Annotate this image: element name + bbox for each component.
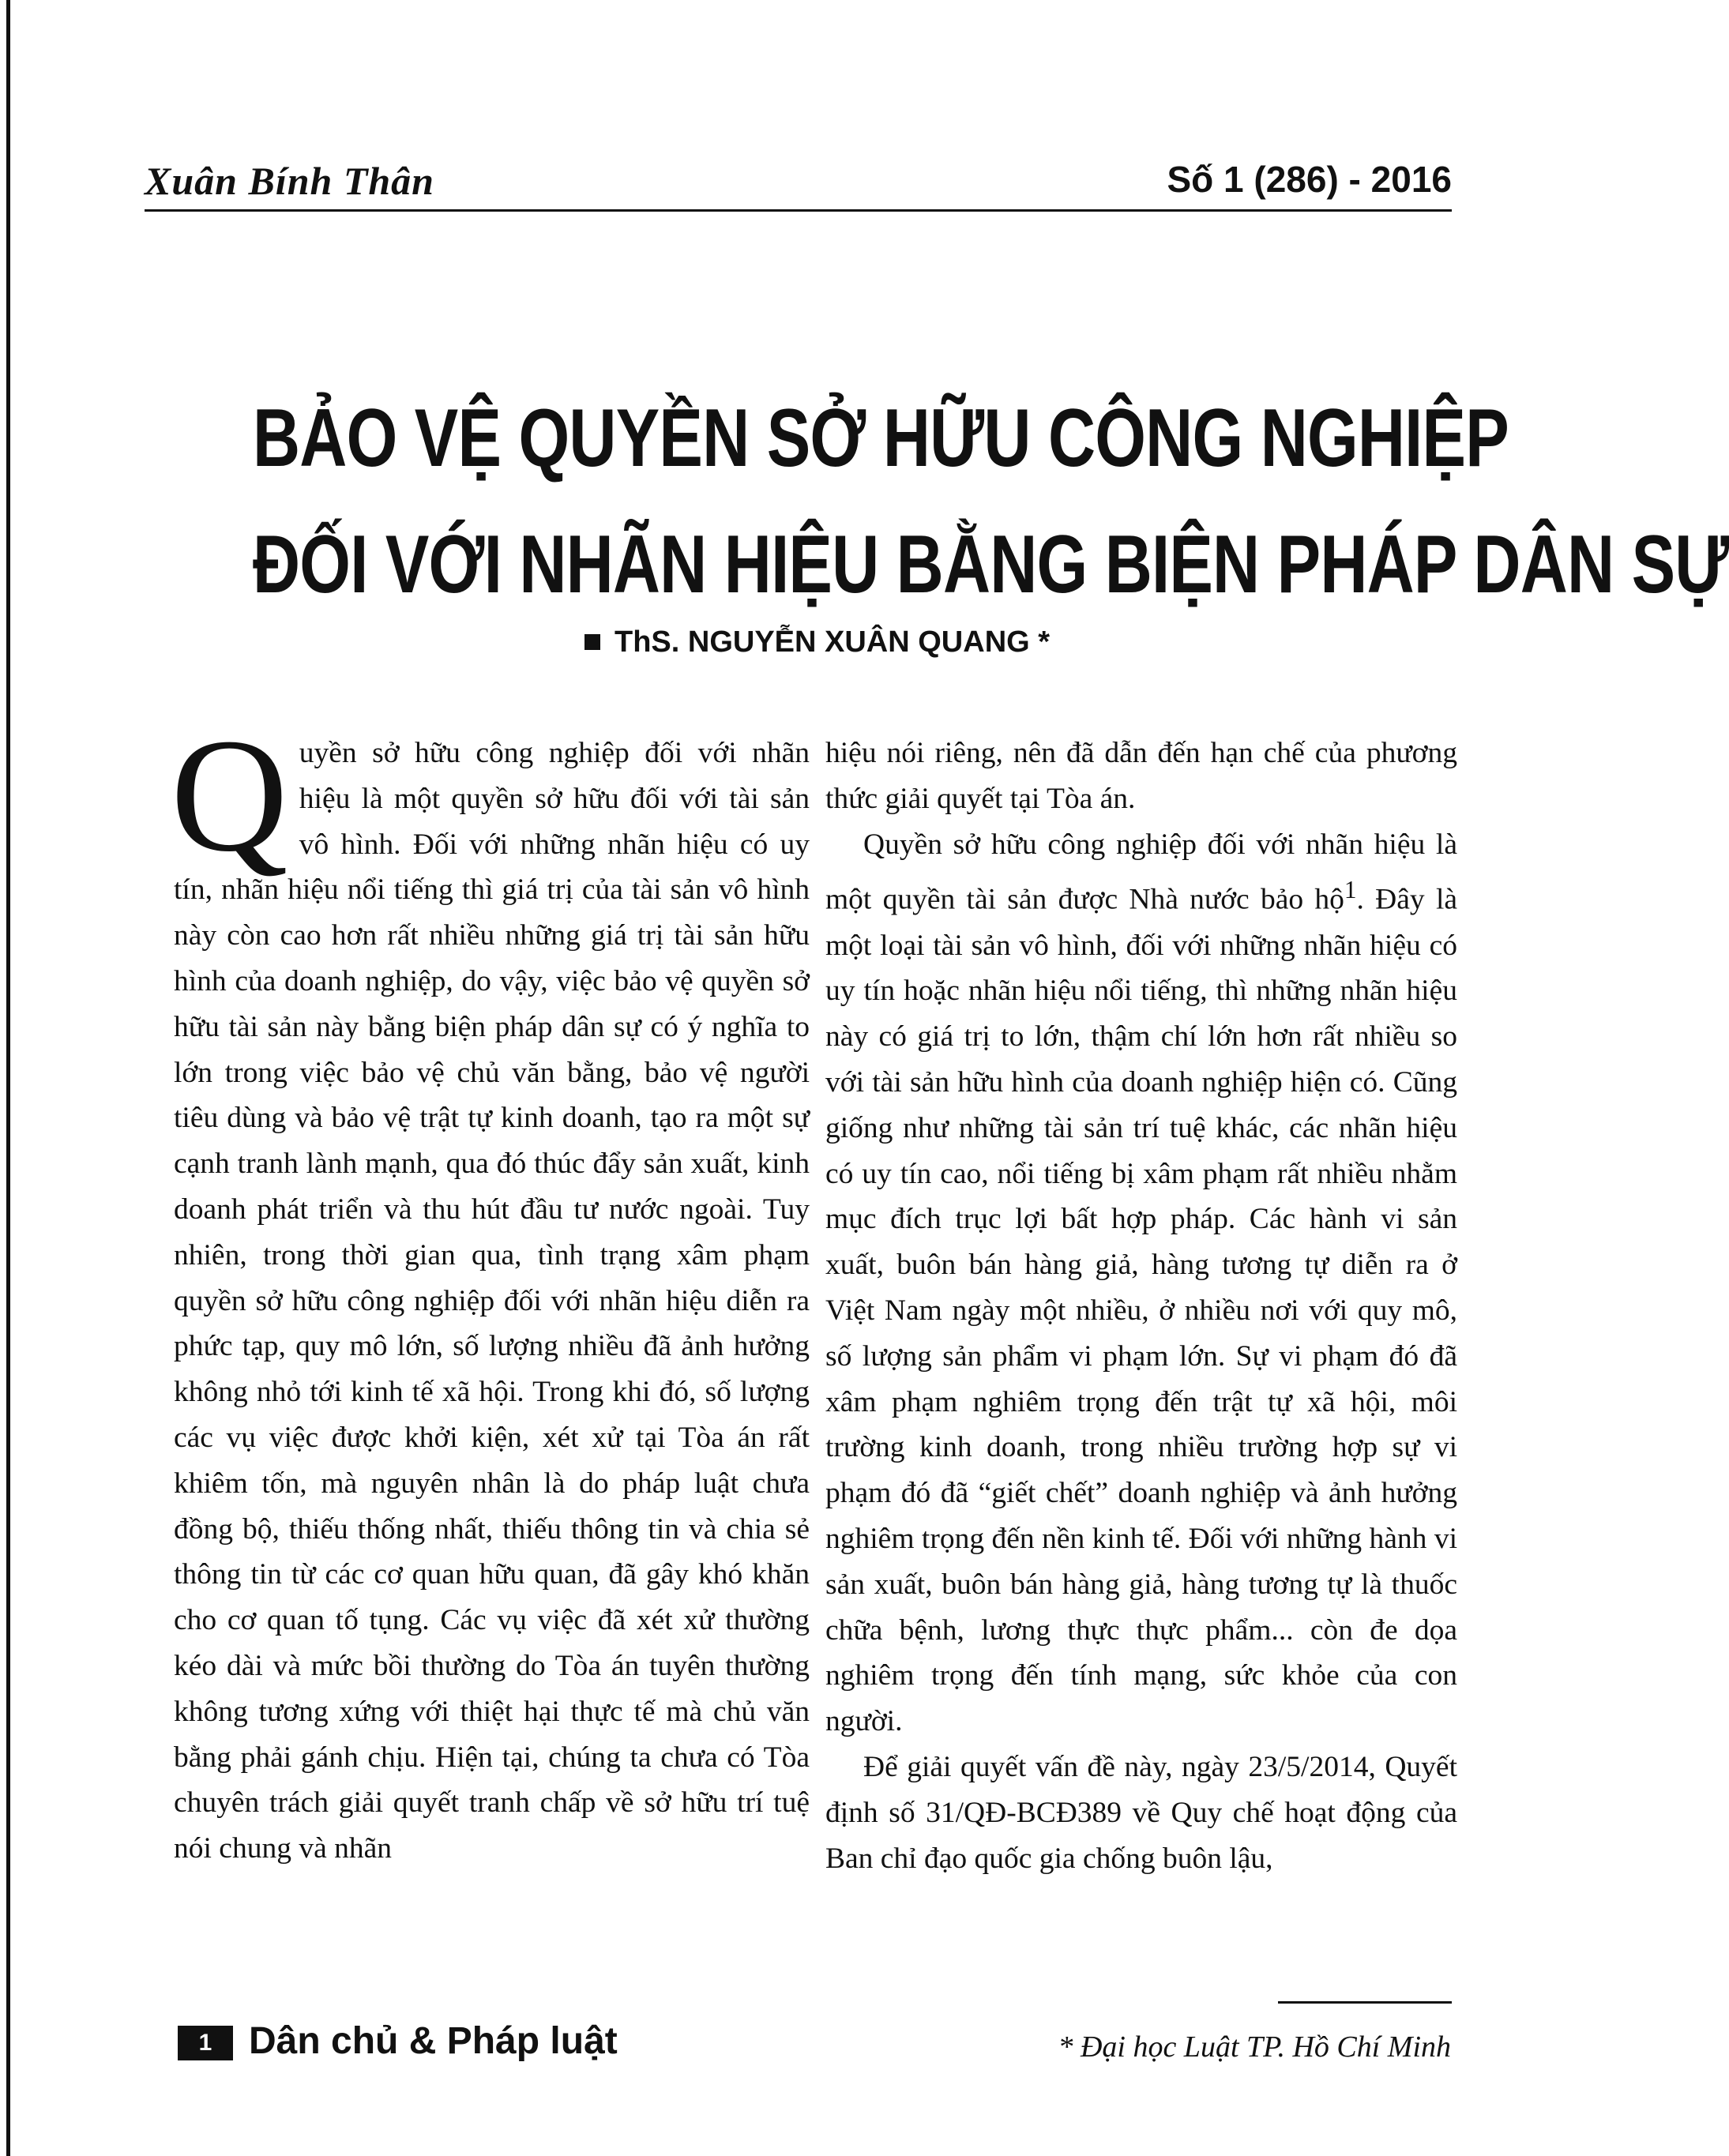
issue-label: Xuân Bính Thân	[145, 159, 434, 203]
issue-number: Số 1 (286) - 2016	[1167, 159, 1452, 200]
author-name: ThS. NGUYỄN XUÂN QUANG *	[615, 625, 1051, 659]
paragraph-text: Quyền sở hữu công nghiệp đối với nhãn hiệu là một quyền tài sản được Nhà nước bảo hộ	[825, 828, 1457, 916]
drop-cap: Q	[171, 704, 288, 885]
paragraph-intro	[171, 704, 810, 1872]
paragraph-decision: Để giải quyết vấn đề này, ngày 23/5/2014, Quyết định số 31/QĐ-BCĐ389 về Quy chế hoạt động của Ban chỉ đạo quốc gia chống buôn lậu,	[825, 1751, 1457, 1875]
title-line-2: ĐỐI VỚI NHÃN HIỆU BẰNG BIỆN PHÁP DÂN SỰ	[253, 518, 1729, 610]
article-title	[253, 375, 1729, 628]
square-bullet-icon	[584, 634, 600, 650]
footnote-divider	[1278, 2001, 1452, 2004]
paragraph-text: . Đây là một loại tài sản vô hình, đối với những nhãn hiệu có uy tín hoặc nhãn hiệu nổi tiếng, thì những nhãn hiệu này có giá trị to lớn, thậm chí lớn hơn rất nhiều so với tài sản hữu hình của doanh nghiệp hiện có. Cũng giống như những tài sản trí tuệ khác, các nhãn hiệu có uy tín cao, nổi tiếng bị xâm phạm rất nhiều nhằm mục đích trục lợi bất hợp pháp. Các hành vi sản xuất, buôn bán hàng giả, hàng tương tự diễn ra ở Việt Nam ngày một nhiều, ở nhiều nơi với quy mô, số lượng sản phẩm vi phạm lớn. Sự vi phạm đó đã xâm phạm nghiêm trọng đến trật tự xã hội, môi trường kinh doanh, trong nhiều trường hợp sự vi phạm đó đã “giết chết” doanh nghiệp và ảnh hưởng nghiêm trọng đến nền kinh tế. Đối với những hành vi sản xuất, buôn bán hàng giả, hàng tương tự là thuốc chữa bệnh, lương thực thực phẩm... còn đe dọa nghiêm trọng đến tính mạng, sức khỏe của con người.	[825, 883, 1458, 1738]
byline	[584, 625, 1050, 659]
header-divider	[145, 209, 1452, 212]
magazine-name: Dân chủ & Pháp luật	[249, 2020, 618, 2062]
page-edge-rule	[6, 0, 10, 2156]
footnote: * Đại học Luật TP. Hồ Chí Minh	[1058, 2030, 1451, 2064]
paragraph-property-rights	[825, 822, 1457, 1745]
page-number-badge: 1	[178, 2026, 233, 2060]
paragraph-continued: hiệu nói riêng, nên đã dẫn đến hạn chế của phương thức giải quyết tại Tòa án.	[825, 737, 1457, 815]
intro-text: uyền sở hữu công nghiệp đối với nhãn hiệu là một quyền sở hữu đối với tài sản vô hình. Đối với những nhãn hiệu có uy tín, nhãn hiệu nổi tiếng thì giá trị của tài sản vô hình này còn cao hơn rất nhiều những giá trị tài sản hữu hình của doanh nghiệp, do vậy, việc bảo vệ quyền sở hữu tài sản này bằng biện pháp dân sự có ý nghĩa to lớn trong việc bảo vệ chủ văn bằng, bảo vệ người tiêu dùng và bảo vệ trật tự kinh doanh, tạo ra một sự cạnh tranh lành mạnh, qua đó thúc đẩy sản xuất, kinh doanh phát triển và thu hút đầu tư nước ngoài. Tuy nhiên, trong thời gian qua, tình trạng xâm phạm quyền sở hữu công nghiệp đối với nhãn hiệu diễn ra phức tạp, quy mô lớn, số lượng nhiều đã ảnh hưởng không nhỏ tới kinh tế xã hội. Trong khi đó, số lượng các vụ việc được khởi kiện, xét xử tại Tòa án rất khiêm tốn, mà nguyên nhân là do pháp luật chưa đồng bộ, thiếu thống nhất, thiếu thông tin và chia sẻ thông tin từ các cơ quan hữu quan, đã gây khó khăn cho cơ quan tố tụng. Các vụ việc đã xét xử thường kéo dài và mức bồi thường do Tòa án tuyên thường không tương xứng với thiệt hại thực tế mà chủ văn bằng phải gánh chịu. Hiện tại, chúng ta chưa có Tòa chuyên trách giải quyết tranh chấp về sở hữu trí tuệ nói chung và nhãn	[174, 737, 810, 1865]
title-line-1: BẢO VỆ QUYỀN SỞ HỮU CÔNG NGHIỆP	[253, 392, 1509, 484]
column-left	[171, 704, 810, 1872]
column-right	[825, 731, 1457, 1881]
page-header	[145, 158, 1452, 205]
footnote-marker: 1	[1344, 876, 1357, 904]
